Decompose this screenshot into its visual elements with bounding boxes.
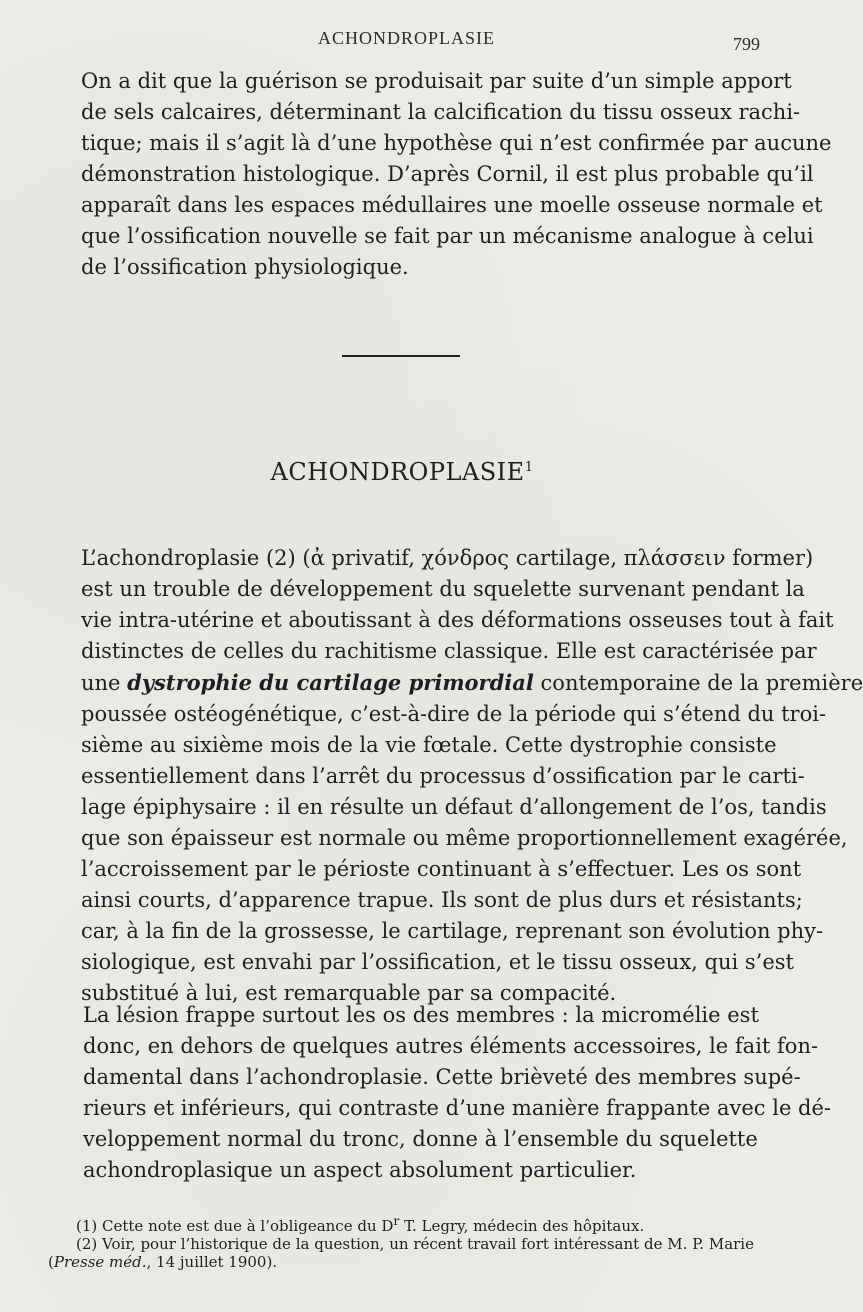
text-line: de l’ossification physiologique.: [81, 255, 409, 279]
text-line: de sels calcaires, déterminant la calcification du tissu osseux rachi-: [81, 100, 801, 124]
footnote-reference: 1: [524, 460, 534, 475]
footnote-text: (2) Voir, pour l’historique de la question, un récent travail fort intéressant de: [76, 1235, 663, 1253]
footnote-text: (1) Cette note est due à l’obligeance du D: [76, 1217, 394, 1235]
text-line: poussée ostéogénétique, c’est-à-dire de la période qui s’étend du troi-: [81, 702, 827, 726]
paragraph-micromelia: [48, 1000, 832, 1186]
text-line: apparaît dans les espaces médullaires une moelle osseuse normale et: [81, 193, 823, 217]
text-line: La lésion frappe surtout les os des membres : la micromélie est: [83, 1003, 759, 1027]
section-separator: [342, 355, 460, 357]
running-title: ACHONDROPLASIE: [318, 28, 496, 48]
text-line: est un trouble de développement du squelette survenant pendant la: [81, 577, 805, 601]
text-line: On a dit que la guérison se produisait par suite d’un simple apport: [81, 69, 792, 93]
text-line: ainsi courts, d’apparence trapue. Ils sont de plus durs et résistants;: [81, 888, 803, 912]
footnote-superscript: r: [393, 1213, 400, 1228]
text-line: veloppement normal du tronc, donne à l’ensemble du squelette: [83, 1127, 758, 1151]
footnotes: [48, 1212, 754, 1271]
text-line: que son épaisseur est normale ou même proportionnellement exagérée,: [81, 826, 848, 850]
text-line: essentiellement dans l’arrêt du processus d’ossification par le carti-: [81, 764, 805, 788]
text-line: démonstration histologique. D’après Cornil, il est plus probable qu’il: [81, 162, 814, 186]
text-fragment: une: [81, 671, 121, 695]
page-number: 799: [733, 34, 760, 54]
text-line: lage épiphysaire : il en résulte un défaut d’allongement de l’os, tandis: [81, 795, 827, 819]
text-line: car, à la fin de la grossesse, le cartilage, reprenant son évolution phy-: [81, 919, 824, 943]
section-title: ACHONDROPLASIE: [270, 458, 525, 486]
journal-title: Presse méd.: [53, 1253, 147, 1271]
text-fragment: contemporaine de la première: [540, 671, 863, 695]
footnote-2: [48, 1235, 754, 1271]
text-line: vie intra-utérine et aboutissant à des déformations osseuses tout à fait: [81, 608, 834, 632]
paragraph-calcification: [48, 66, 832, 283]
text-line: l’accroissement par le périoste continuant à s’effectuer. Les os sont: [81, 857, 802, 881]
text-line: donc, en dehors de quelques autres éléments accessoires, le fait fon-: [83, 1034, 819, 1058]
footnote-text: M. P. Marie (: [48, 1235, 754, 1271]
text-line: sième au sixième mois de la vie fœtale. Cette dystrophie consiste: [81, 733, 777, 757]
text-line: damental dans l’achondroplasie. Cette brièveté des membres supé-: [83, 1065, 801, 1089]
text-line: achondroplasique un aspect absolument particulier.: [83, 1158, 637, 1182]
footnote-text: , 14 juillet 1900).: [146, 1253, 278, 1271]
text-line: que l’ossification nouvelle se fait par un mécanisme analogue à celui: [81, 224, 814, 248]
text-line: rieurs et inférieurs, qui contraste d’une manière frappante avec le dé-: [83, 1096, 832, 1120]
text-line: L’achondroplasie (2) (ἀ privatif, χόνδρος cartilage, πλάσσειν former): [81, 546, 814, 570]
footnote-text: T. Legry, médecin des hôpitaux.: [399, 1217, 645, 1235]
text-line: tique; mais il s’agit là d’une hypothèse qui n’est confirmée par aucune: [81, 131, 832, 155]
section-heading: [0, 458, 800, 486]
text-line-mixed: [48, 667, 863, 699]
text-line: siologique, est envahi par l’ossification, et le tissu osseux, qui s’est: [81, 950, 794, 974]
italic-term: dystrophie du cartilage primordial: [127, 670, 534, 695]
running-header: [0, 28, 800, 52]
footnote-1: [48, 1212, 754, 1235]
text-line: substitué à lui, est remarquable par sa compacité.: [81, 981, 617, 1005]
paragraph-definition: [48, 543, 863, 1009]
text-line: distinctes de celles du rachitisme classique. Elle est caractérisée par: [81, 639, 817, 663]
